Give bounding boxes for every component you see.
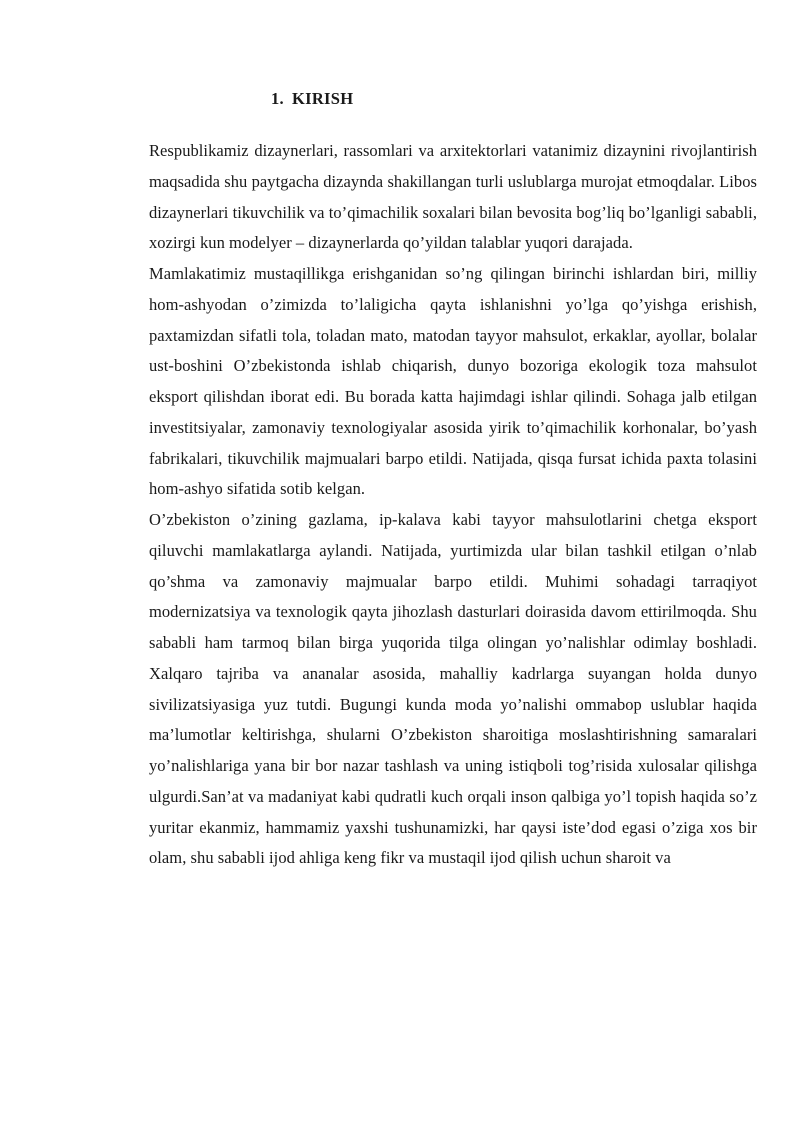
section-heading <box>149 84 757 114</box>
paragraph-1: Respublikamiz dizaynerlari, rassomlari va arxitektorlari vatanimiz dizaynini rivojlantirish maqsadida shu paytgacha dizaynda shakillangan turli uslublarga murojat etmoqdalar. Libos dizaynerlari tikuvchilik va to’qimachilik soxalari bilan bevosita bog’liq bo’lganligi sababli, xozirgi kun modelyer – dizaynerlarda qo’yildan talablar yuqori darajada. <box>149 141 757 253</box>
paragraph-3: O’zbekiston o’zining gazlama, ip-kalava kabi tayyor mahsulotlarini chetga eksport qiluvchi mamlakatlarga aylandi. Natijada, yurtimizda ular bilan tashkil etilgan o’nlab qo’shma va zamonaviy majmualar barpo etildi. Muhimi sohadagi tarraqiyot modernizatsiya va texnologik qayta jihozlash dasturlari doirasida davom ettirilmoqda. Shu sababli ham tarmoq bilan birga yuqorida tilga olingan yo’nalishlar odimlay boshladi. Xalqaro tajriba va ananalar asosida, mahalliy kadrlarga suyangan holda dunyo sivilizatsiyasiga yuz tutdi. Bugungi kunda moda yo’nalishi ommabop uslublar haqida ma’lumotlar keltirishga, shularni O’zbekiston sharoitiga moslashtirishning samaralari yo’nalishlariga yana bir bor nazar tashlash va uning istiqboli tog’risida xulosalar qilishga ulgurdi.San’at va madaniyat kabi qudratli kuch orqali inson qalbiga yo’l topish haqida so’z yuritar ekanmiz, hammamiz yaxshi tushunamizki, har qaysi iste’dod egasi o’ziga xos bir olam, shu sababli ijod ahliga keng fikr va mustaqil ijod qilish uchun sharoit va <box>149 510 757 868</box>
section-number: 1. <box>271 89 284 108</box>
document-page <box>149 84 757 874</box>
section-title: KIRISH <box>291 89 354 108</box>
paragraph-2: Mamlakatimiz mustaqillikga erishganidan so’ng qilingan birinchi ishlardan biri, milliy hom-ashyodan o’zimizda to’laligicha qayta ishlanishni yo’lga qo’yishga erishish, paxtamizdan sifatli tola, toladan mato, matodan tayyor mahsulot, erkaklar, ayollar, bolalar ust-boshini O’zbekistonda ishlab chiqarish, dunyo bozoriga ekologik toza mahsulot eksport qilishdan iborat edi. Bu borada katta hajimdagi ishlar qilindi. Sohaga jalb etilgan investitsiyalar, zamonaviy texnologiyalar asosida yirik to’qimachilik korhonalar, bo’yash fabrikalari, tikuvchilik majmualari barpo etildi. Natijada, qisqa fursat ichida paxta tolasini hom-ashyo sifatida sotib kelgan. <box>149 264 757 499</box>
